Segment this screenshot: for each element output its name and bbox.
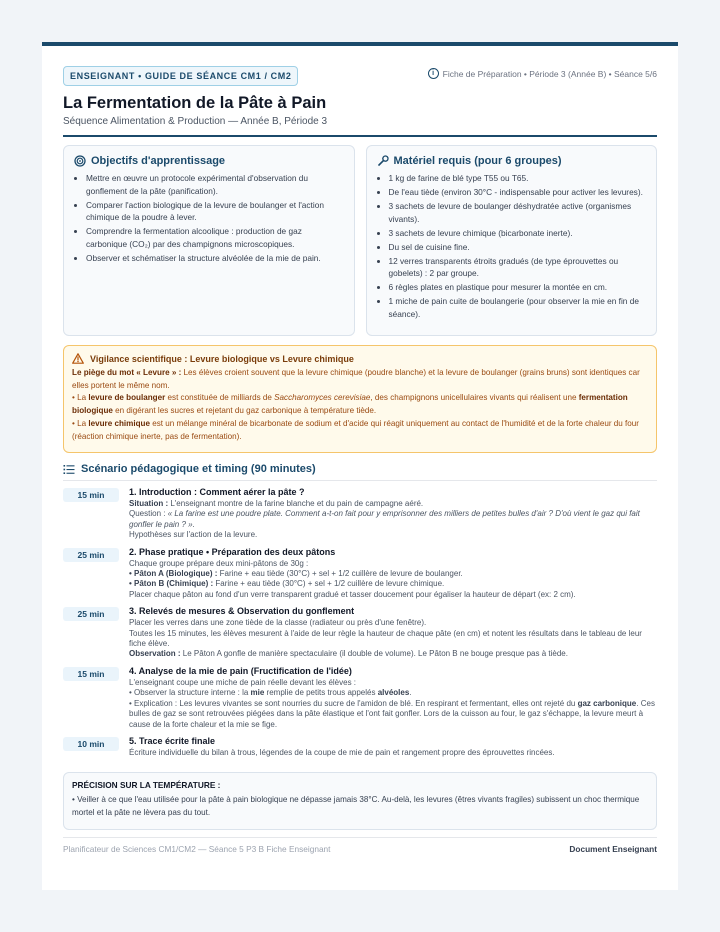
document-page: [42, 42, 678, 890]
alert-text: est un mélange minéral de bicarbonate de sodium et d'acide qui réagit uniquement au contact de l'humidité et de la forte chaleur du four (réaction chimique inerte, pas de fermentation).: [72, 418, 639, 441]
step-body: [129, 487, 657, 541]
science-alert: [63, 345, 657, 453]
step-bold: Observation :: [129, 649, 181, 659]
objectives-list: [74, 172, 344, 264]
step-italic: « La farine est une poudre plate. Comment a-t-on fait pour y emprisonner des milliers de petites bulles d'air ? D'où vient le gaz qui fait gonfler le pain ? ».: [129, 509, 640, 529]
timeline-step: [63, 606, 657, 660]
step-line: [129, 699, 657, 730]
step-text: remplie de petits trous appelés: [264, 688, 378, 698]
step-body: [129, 736, 657, 758]
timeline-step: [63, 666, 657, 730]
list-item: • 3 sachets de levure de boulanger déshydratée active (organismes vivants).: [389, 200, 647, 225]
alert-bold: Le piège du mot « Levure » :: [72, 368, 182, 377]
page-subtitle: Séquence Alimentation & Production — Année B, Période 3: [63, 116, 657, 137]
list-item: • 1 kg de farine de blé type T55 ou T65.: [389, 172, 647, 185]
step-bold: gaz carbonique: [577, 698, 637, 708]
note-title: PRÉCISION SUR LA TEMPÉRATURE :: [72, 780, 221, 791]
alert-italic: Saccharomyces cerevisiae: [274, 393, 371, 403]
step-text: Question :: [129, 509, 168, 519]
alert-paragraph: [72, 392, 648, 417]
list-icon: [63, 464, 75, 475]
step-duration: 25 min: [63, 548, 119, 562]
step-title: 2. Phase pratique • Préparation des deux pâtons: [129, 546, 336, 557]
footer-left: Planificateur de Sciences CM1/CM2 — Séance 5 P3 B Fiche Enseignant: [63, 844, 331, 855]
objectives-title-row: [74, 155, 344, 167]
step-line: Placer chaque pâton au fond d'un verre transparent gradué et tasser doucement pour égaliser la hauteur de départ (ex: 2 cm).: [129, 589, 576, 599]
alert-bold: levure de boulanger: [88, 393, 166, 403]
note-text: • Veiller à ce que l'eau utilisée pour la pâte à pain biologique ne dépasse jamais 38°C. Au-delà, les levures (êtres vivants fragiles) subissent un choc thermique mortel et la pâte ne lèvera pas du tout.: [72, 795, 640, 818]
alert-title: Vigilance scientifique : Levure biologique vs Levure chimique: [90, 353, 354, 364]
step-title: 5. Trace écrite finale: [129, 735, 216, 746]
step-bold: • Pâton A (Biologique) :: [129, 569, 218, 579]
list-item: • 1 miche de pain cuite de boulangerie (pour observer la mie en fin de séance).: [389, 295, 647, 320]
step-line: [129, 569, 657, 579]
step-line: Hypothèses sur l'action de la levure.: [129, 530, 258, 540]
step-body: [129, 606, 657, 660]
list-item: • Mettre en œuvre un protocole expérimental d'observation du gonflement de la pâte (panification).: [86, 172, 344, 197]
step-text: Farine + eau tiède (30°C) + sel + 1/2 cuillère de levure de boulanger.: [217, 569, 463, 579]
role-badge: ENSEIGNANT • GUIDE DE SÉANCE CM1 / CM2: [63, 66, 298, 86]
step-line: L'enseignant coupe une miche de pain réelle devant les élèves :: [129, 677, 357, 687]
alert-paragraph: [72, 418, 648, 443]
step-bold: • Pâton B (Chimique) :: [129, 579, 214, 589]
list-item: • Du sel de cuisine fine.: [389, 241, 647, 254]
session-meta: [428, 68, 657, 79]
step-title: 4. Analyse de la mie de pain (Fructification de l'idée): [129, 665, 352, 676]
alert-title-row: [72, 353, 648, 364]
step-body: [129, 547, 657, 601]
step-line: Écriture individuelle du bilan à trous, légendes de la coupe de mie de pain et rangement propre des éprouvettes rincées.: [129, 747, 555, 757]
step-duration: 15 min: [63, 488, 119, 502]
step-duration: 10 min: [63, 737, 119, 751]
step-text: • Observer la structure interne : la: [129, 688, 251, 698]
objectives-card: [63, 145, 355, 336]
materials-title-row: [377, 155, 647, 167]
page-title: La Fermentation de la Pâte à Pain: [63, 94, 327, 112]
objectives-title: Objectifs d'apprentissage: [91, 155, 226, 167]
materials-card: [366, 145, 658, 336]
materials-list: [377, 172, 647, 320]
step-text: Farine + eau tiède (30°C) + sel + 1/2 cuillère de levure chimique.: [213, 579, 445, 589]
warning-icon: [72, 353, 84, 364]
materials-title: Matériel requis (pour 6 groupes): [393, 155, 562, 167]
list-item: • Observer et schématiser la structure alvéolée de la mie de pain.: [86, 252, 344, 265]
step-title: 3. Relevés de mesures & Observation du gonflement: [129, 606, 355, 617]
alert-text: , des champignons unicellulaires vivants qui réalisent une: [370, 393, 579, 403]
step-line: Chaque groupe prépare deux mini-pâtons de 30g :: [129, 558, 309, 568]
temperature-note: [63, 772, 657, 830]
list-item: • Comprendre la fermentation alcoolique : production de gaz carbonique (CO₂) par des champignons microscopiques.: [86, 225, 344, 250]
step-bold: mie: [250, 688, 265, 698]
list-item: • 6 règles plates en plastique pour mesurer la montée en cm.: [389, 281, 647, 294]
scenario-title-row: [63, 463, 657, 481]
list-item: • Comparer l'action biologique de la levure de boulanger et l'action chimique de la poudre à lever.: [86, 199, 344, 224]
step-text: .: [409, 688, 412, 698]
list-item: • 3 sachets de levure chimique (bicarbonate inerte).: [389, 227, 647, 240]
alert-bold: fermentation biologique: [72, 393, 628, 416]
session-meta-text: Fiche de Préparation • Période 3 (Année B) • Séance 5/6: [442, 68, 657, 79]
step-line: [129, 509, 657, 530]
step-bold: alvéoles: [377, 688, 410, 698]
footer-right: Document Enseignant: [569, 844, 657, 855]
step-line: [129, 499, 657, 509]
alert-text: est constituée de milliards de: [165, 393, 275, 403]
info-icon: i: [428, 68, 439, 79]
step-line: [129, 579, 657, 589]
alert-paragraph: [72, 367, 648, 392]
timeline-step: [63, 547, 657, 601]
target-icon: [74, 155, 86, 167]
list-item: • 12 verres transparents étroits gradués (de type éprouvettes ou gobelets) : 2 par groupe.: [389, 255, 647, 280]
alert-text: en digérant les sucres et rejetant du gaz carbonique à température tiède.: [112, 406, 377, 416]
step-duration: 15 min: [63, 667, 119, 681]
info-cards: [63, 145, 657, 336]
step-text: L'enseignant montre de la farine blanche et du pain de campagne aéré.: [168, 499, 424, 508]
step-line: Toutes les 15 minutes, les élèves mesurent à l'aide de leur règle la hauteur de chaque pâte (en cm) et notent les résultats dans le tableau de leur fiche élève.: [129, 628, 642, 649]
step-text: • Explication : Les levures vivantes se sont nourries du sucre de l'amidon de blé. En respirant et fermentant, elles ont rejeté du: [129, 698, 578, 708]
step-line: [129, 688, 657, 698]
step-line: [129, 649, 657, 659]
wrench-icon: [377, 155, 389, 167]
scenario-title: Scénario pédagogique et timing (90 minutes): [81, 463, 316, 475]
scenario-timeline: [63, 487, 657, 758]
page-footer: [63, 837, 657, 854]
alert-text: Les élèves croient souvent que la levure chimique (poudre blanche) et la levure de boulanger (grains bruns) sont identiques car elles portent le même nom.: [72, 368, 640, 390]
alert-text: • La: [72, 418, 89, 428]
step-line: Placer les verres dans une zone tiède de la classe (radiateur ou près d'une fenêtre).: [129, 618, 427, 628]
alert-bold: levure chimique: [88, 418, 150, 428]
step-bold: Situation :: [129, 499, 169, 508]
step-title: 1. Introduction : Comment aérer la pâte ?: [129, 487, 305, 497]
timeline-step: [63, 487, 657, 541]
step-body: [129, 666, 657, 730]
timeline-step: [63, 736, 657, 758]
step-text: . Ces bulles de gaz se sont retrouvées piégées dans la pâte élastique et l'ont fait gonfler. Lors de la cuisson au four, le gaz s'échappe, la levure meurt à cause de la forte chaleur et la mie se fige.: [129, 698, 655, 729]
list-item: • De l'eau tiède (environ 30°C - indispensable pour activer les levures).: [389, 186, 647, 199]
step-duration: 25 min: [63, 607, 119, 621]
step-text: Le Pâton A gonfle de manière spectaculaire (il double de volume). Le Pâton B ne bouge presque pas à tiède.: [180, 649, 568, 659]
alert-text: • La: [72, 393, 89, 403]
header-top-row: [63, 66, 657, 86]
